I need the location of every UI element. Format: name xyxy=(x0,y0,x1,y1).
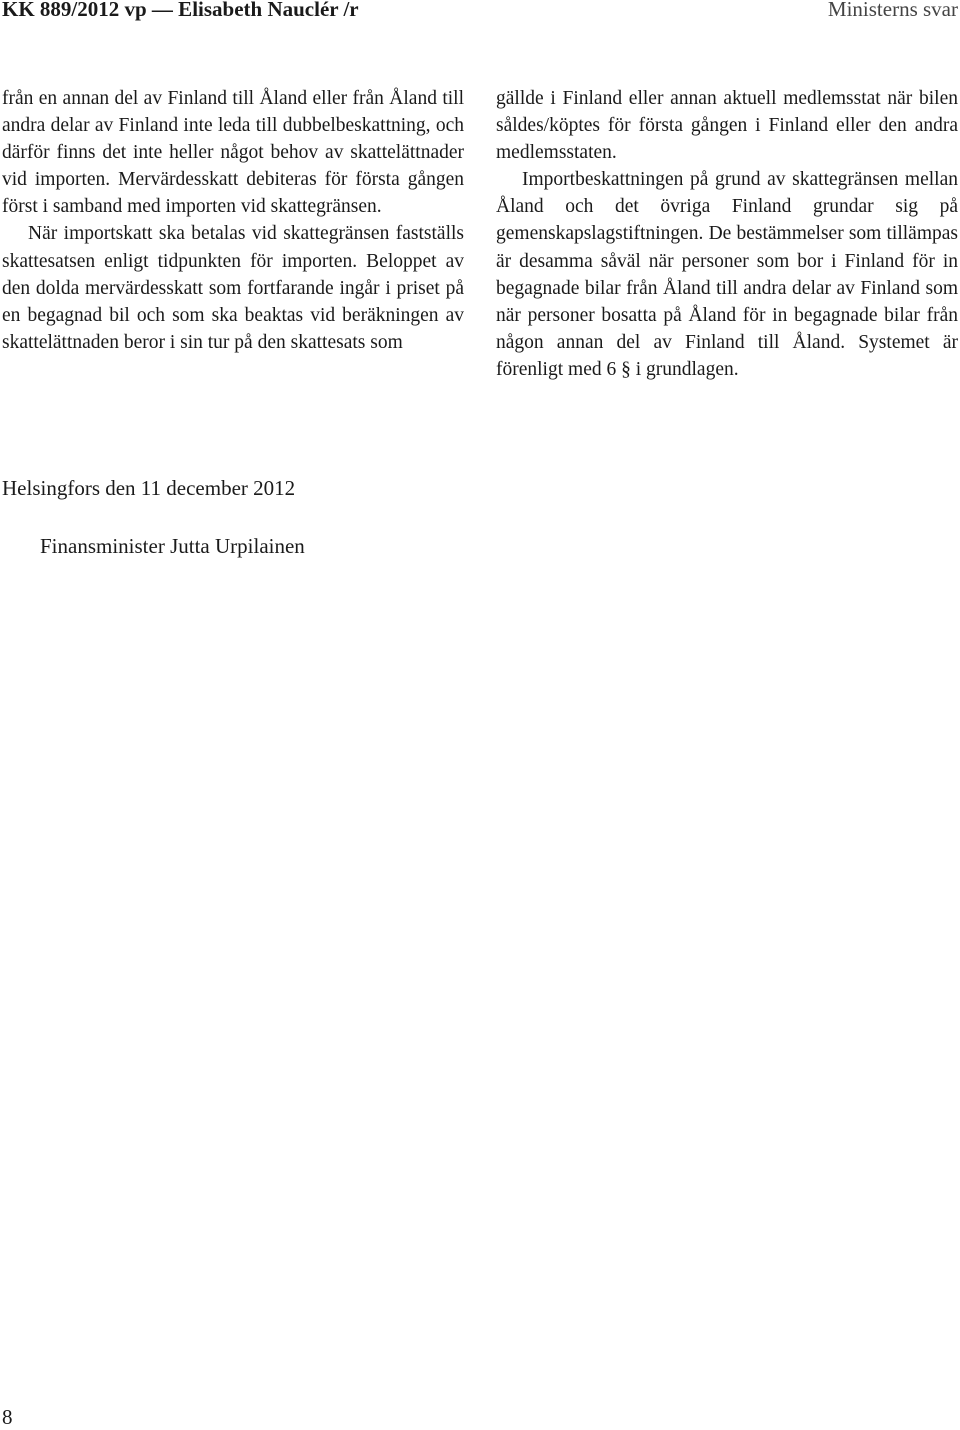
paragraph: gällde i Finland eller annan aktuell medlemsstat när bilen såldes/köptes för första gången i Finland eller den andra medlemsstaten. xyxy=(496,88,958,164)
paragraph: Importbeskattningen på grund av skattegränsen mellan Åland och det övriga Finland grundar sig på gemenskapslagstiftningen. De bestämmelser som tillämpas är desamma såväl när personer som bor i Finland för in begagnade bilar från Åland till andra delar av Finland som när personer bosatta på Åland för in begagnade bilar från någon annan del av Finland till Åland. Systemet är förenligt med 6 § i grundlagen. xyxy=(496,169,958,380)
left-column xyxy=(2,85,464,356)
document-reference: KK 889/2012 vp — Elisabeth Nauclér /r xyxy=(2,0,359,21)
page-header xyxy=(0,0,960,24)
right-column xyxy=(496,85,958,383)
page-number: 8 xyxy=(2,1405,13,1429)
section-title: Ministerns svar xyxy=(827,0,958,21)
signature-place-date: Helsingfors den 11 december 2012 xyxy=(2,476,296,500)
paragraph: När importskatt ska betalas vid skattegränsen fastställs skattesatsen enligt tidpunkten för importen. Beloppet av den dolda mervärdesskatt som fortfarande ingår i priset på en begagnad bil och som ska beaktas vid beräkningen av skattelättnaden beror i sin tur på den skattesats som xyxy=(2,223,464,353)
paragraph: från en annan del av Finland till Åland eller från Åland till andra delar av Finland inte leda till dubbelbeskattning, och därför finns det inte heller något behov av skattelättnader vid importen. Mervärdesskatt debiteras för första gången först i samband med importen vid skattegränsen. xyxy=(2,88,464,218)
signature-name: Finansminister Jutta Urpilainen xyxy=(40,534,305,558)
